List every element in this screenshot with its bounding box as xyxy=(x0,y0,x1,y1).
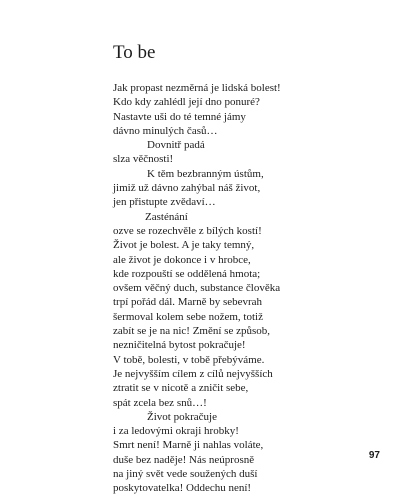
poem-line: spát zcela bez snů…! xyxy=(113,396,207,409)
poem-line: trpí pořád dál. Marně by sebevrah xyxy=(113,296,263,309)
page-number: 97 xyxy=(368,450,380,461)
poem-line: i za ledovými okraji hrobky! xyxy=(113,425,239,438)
poem-line: poskytovatelka! Oddechu není! xyxy=(113,482,252,495)
poem-line: kde rozpouští se oddělená hmota; xyxy=(113,267,261,280)
poem-line: nezničitelná bytost pokračuje! xyxy=(113,339,246,352)
poem-line: na jiný svět vede soužených duší xyxy=(113,468,258,481)
poem-title: To be xyxy=(113,42,156,63)
poem-line: Nastavte uši do té temné jámy xyxy=(113,110,246,123)
poem-line: slza věčnosti! xyxy=(113,153,174,166)
poem-line: ovšem věčný duch, substance člověka xyxy=(113,282,281,295)
poem-line: jen přistupte zvědaví… xyxy=(113,196,216,209)
poem-line: Život pokračuje xyxy=(147,410,217,423)
poem-line: Smrt není! Marně ji nahlas voláte, xyxy=(113,439,264,452)
poem-line: jimiž už dávno zahýbal náš život, xyxy=(113,182,261,195)
poem-line: dávno minulých časů… xyxy=(113,124,218,137)
poem-line: Jak propast nezměrná je lidská bolest! xyxy=(113,82,281,94)
poem-line: ztratit se v nicotě a zničit sebe, xyxy=(113,382,249,395)
poem-line: duše bez naděje! Nás neúprosně xyxy=(113,453,255,466)
poem-line: šermoval kolem sebe nožem, totiž xyxy=(113,310,263,323)
poem-line: Je nejvyšším cílem z cílů nejvyšších xyxy=(113,367,273,380)
poem-line: V tobě, bolesti, v tobě přebýváme. xyxy=(113,353,265,366)
poem-line: Kdo kdy zahlédl její dno ponuré? xyxy=(113,96,260,109)
poem-line: ale život je dokonce i v hrobce, xyxy=(113,253,251,266)
poem-line: ozve se rozechvěle z bílých kostí! xyxy=(113,224,262,237)
poem-line: Dovnitř padá xyxy=(147,139,205,152)
poem-line: Život je bolest. A je taky temný, xyxy=(113,239,255,252)
poem-line: K těm bezbranným ústům, xyxy=(147,167,264,180)
poem-body xyxy=(113,81,281,496)
poem-line: Zasténání xyxy=(145,210,188,223)
poem-line: zabít se je na nic! Změní se způsob, xyxy=(113,325,271,338)
